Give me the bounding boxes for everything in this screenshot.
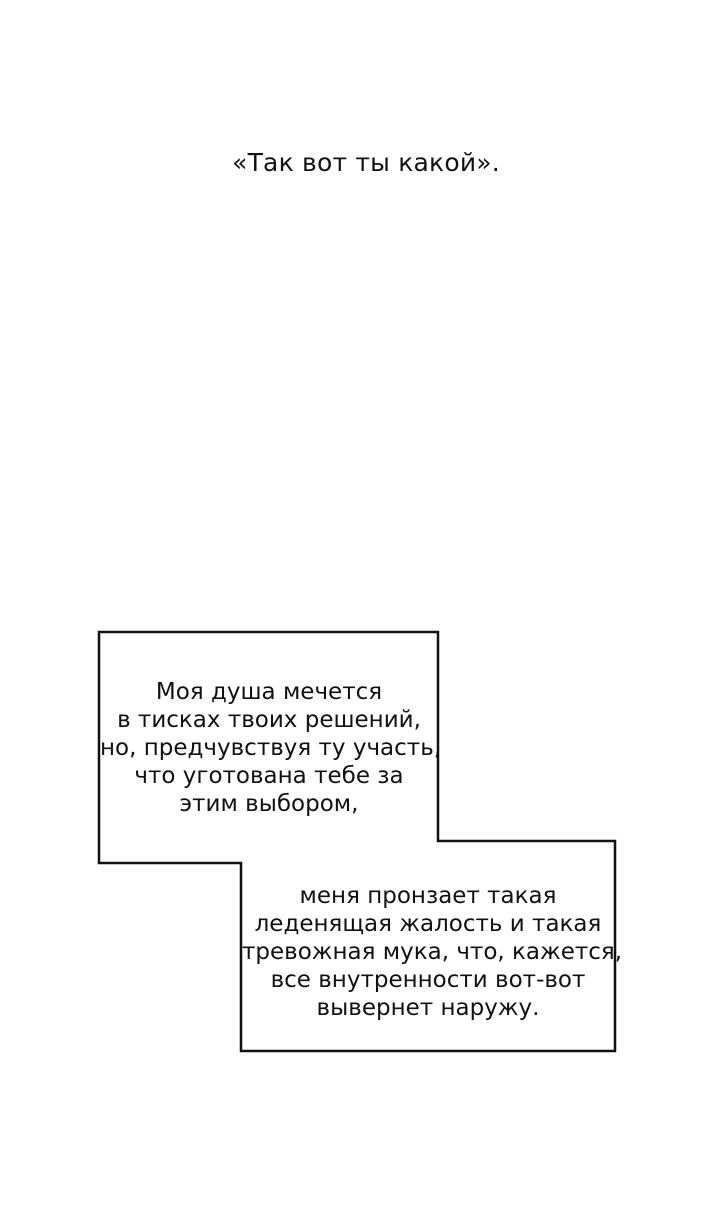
narration-line: все внутренности вот-вот <box>270 967 586 993</box>
narration-line: этим выбором, <box>179 791 359 817</box>
narration-line: что уготована тебе за <box>134 763 404 789</box>
narration-line: вывернет наружу. <box>316 995 540 1021</box>
narration-line: меня пронзает такая <box>299 883 557 909</box>
narration-line: Моя душа мечется <box>155 679 383 705</box>
narration-text-lower <box>242 882 623 1022</box>
narration-line: но, предчувствуя ту участь, <box>100 735 442 761</box>
narration-text-upper <box>100 678 442 818</box>
narration-line: тревожная мука, что, кажется, <box>242 939 623 965</box>
top-caption: «Так вот ты какой». <box>232 148 500 177</box>
narration-line: в тисках твоих решений, <box>117 707 421 733</box>
narration-line: леденящая жалость и такая <box>254 911 602 937</box>
